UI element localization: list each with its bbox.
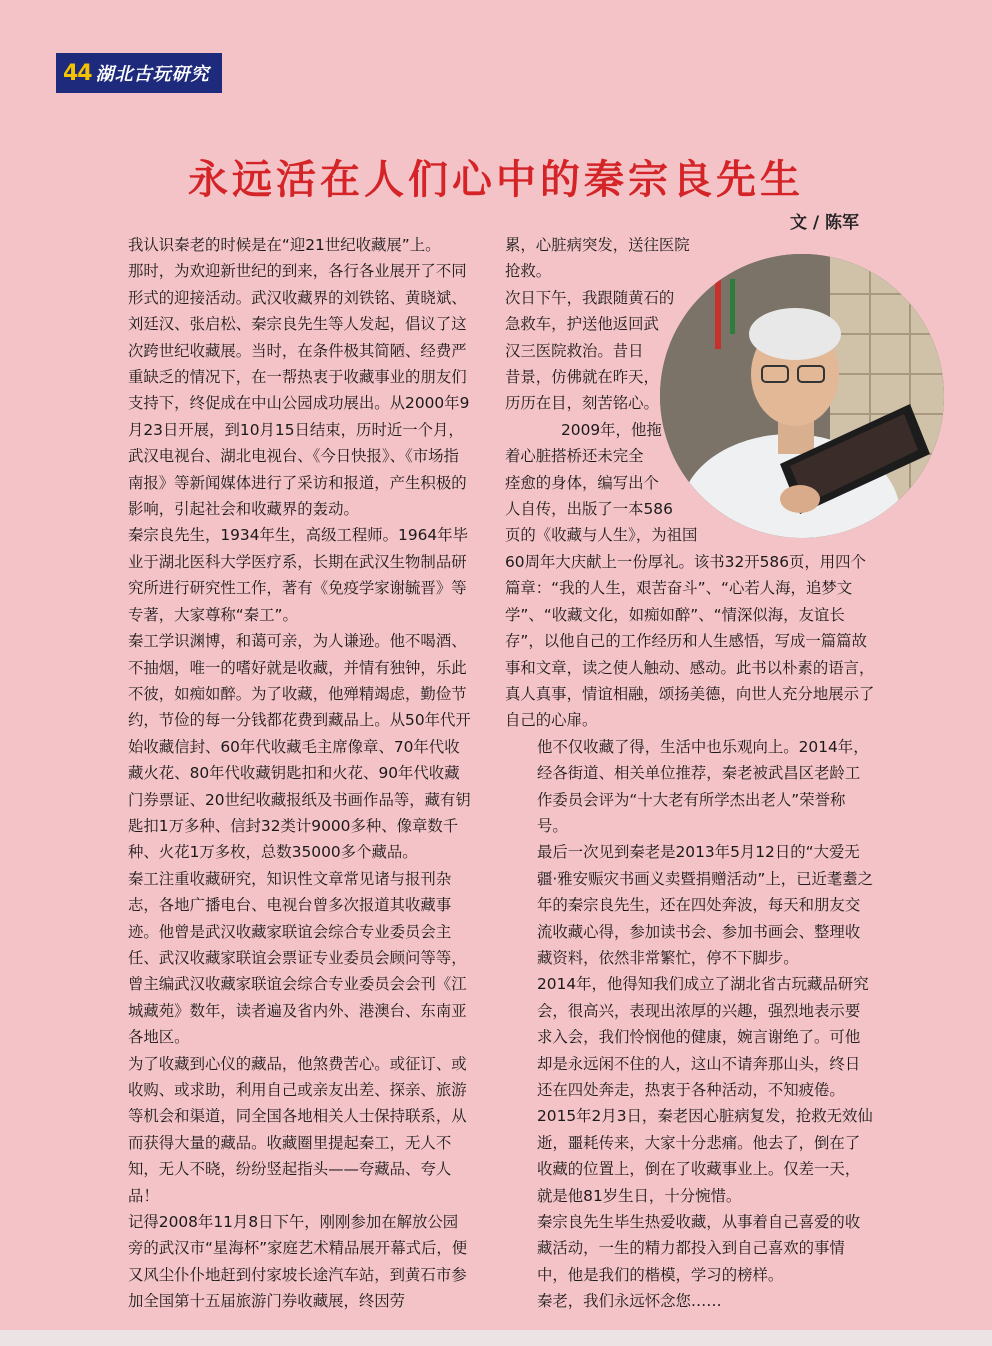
page-bottom-edge [0,1330,992,1346]
paragraph: 2014年，他得知我们成立了湖北省古玩藏品研究会，很高兴，表现出浓厚的兴趣，强烈地表示要求入会，我们怜悯他的健康，婉言谢绝了。可他却是永远闲不住的人，这山不请奔那山头，终日还在四处奔走，热衷于各种活动，不知疲倦。 [537,975,869,1099]
page-badge [56,53,222,93]
paragraph: 秦宗良先生，1934年生，高级工程师。1964年毕业于湖北医科大学医疗系，长期在武汉生物制品研究所进行研究性工作，著有《免疫学家谢毓晋》等专著，大家尊称“秦工”。 [128,526,468,624]
paragraph: 秦工学识渊博，和蔼可亲，为人谦逊。他不喝酒、不抽烟，唯一的嗜好就是收藏，并情有独钟，乐此不彼，如痴如醉。为了收藏，他殚精竭虑，勤俭节约，节俭的每一分钱都花费到藏品上。从50年代开始收藏信封、60年代收藏毛主席像章、70年代收藏火花、80年代收藏钥匙扣和火花、90年代收藏门券票证、20世纪收藏报纸及书画作品等，藏有钥匙扣1万多种、信封32类计9000多种、像章数千种、火花1万多枚，总数35000多个藏品。 [128,632,471,862]
paragraph: 2015年2月3日，秦老因心脏病复发，抢救无效仙逝，噩耗传来，大家十分悲痛。他去了，倒在了收藏的位置上，倒在了收藏事业上。仅差一天，就是他81岁生日，十分惋惜。 [537,1107,873,1205]
paragraph: 秦宗良先生毕生热爱收藏，从事着自己喜爱的收藏活动，一生的精力都投入到自己喜欢的事情中，他是我们的楷模，学习的榜样。 [537,1213,861,1284]
paragraph: 最后一次见到秦老是2013年5月12日的“大爱无疆·雅安赈灾书画义卖暨捐赠活动”上，已近耄耋之年的秦宗良先生，还在四处奔波，每天和朋友交流收藏心得，参加读书会、参加书画会、整理收藏资料，依然非常繁忙，停不下脚步。 [537,843,874,967]
text-line: 着心脏搭桥还未完全 [505,447,644,466]
text-line: 历历在目，刻苦铭心。 [505,394,659,413]
text-line: 痊愈的身体，编写出个 [505,473,659,492]
page-number: 44 [63,60,92,86]
paragraph: 我认识秦老的时候是在“迎21世纪收藏展”上。 [128,236,441,254]
paragraph: 60周年大庆献上一份厚礼。该书32开586页，用四个篇章：“我的人生，艰苦奋斗”、“心若人海，追梦文学”、“收藏文化，如痴如醉”、“情深似海，友谊长存”，以他自己的工作经历和人生感悟，写成一篇篇故事和文章，读之使人触动、感动。此书以朴素的语言，真人真事，情谊相融，颂扬美德，向世人充分地展示了自己的心扉。 [505,552,875,730]
paragraph: 为了收藏到心仪的藏品，他煞费苦心。或征订、或收购、或求助，利用自己或亲友出差、探亲、旅游等机会和渠道，同全国各地相关人士保持联系，从而获得大量的藏品。收藏圈里提起秦工，无人不知，无人不晓，纷纷竖起指头——夸藏品、夸人品！ [128,1054,467,1205]
portrait-photo [660,254,944,538]
text-line: 急救车，护送他返回武 [505,315,659,334]
article-byline: 文 / 陈军 [790,213,860,233]
text-line: 页的《收藏与人生》，为祖国 [505,526,698,545]
left-column [96,232,471,1315]
article-title: 永远活在人们心中的秦宗良先生 [188,156,804,203]
paragraph: 秦老，我们永远怀念您…… [537,1292,722,1311]
paragraph: 记得2008年11月8日下午，刚刚参加在解放公园旁的武汉市“星海杯”家庭艺术精品展开幕式后，便又风尘仆仆地赶到付家坡长途汽车站，到黄石市参加全国第十五届旅游门券收藏展，终因劳 [128,1213,468,1311]
paragraph: 秦工注重收藏研究，知识性文章常见诸与报刊杂志，各地广播电台、电视台曾多次报道其收藏事迹。他曾是武汉收藏家联谊会综合专业委员会主任、武汉收藏家联谊会票证专业委员会顾问等等，曾主编武汉收藏家联谊会综合专业委员会会刊《江城藏苑》数年，读者遍及省内外、港澳台、东南亚各地区。 [128,869,467,1047]
text-line: 2009年，他拖 [561,420,662,439]
paragraph: 他不仅收藏了得，生活中也乐观向上。2014年，经各街道、相关单位推荐，秦老被武昌区老龄工作委员会评为“十大老有所学杰出老人”荣誉称号。 [537,737,869,835]
text-line: 昔景，仿佛就在昨天， [505,368,659,387]
portrait-illustration [660,254,944,538]
text-line: 次日下午，我跟随黄石的 [505,288,675,307]
text-line: 累，心脏病突发，送往医院抢救。 [505,236,690,281]
text-line: 汉三医院救治。昔日 [505,341,644,360]
text-line: 人自传，出版了一本586 [505,500,673,519]
paragraph: 那时，为欢迎新世纪的到来，各行各业展开了不同形式的迎接活动。武汉收藏界的刘铁铭、黄晓斌、刘廷汉、张启松、秦宗良先生等人发起，倡议了这次跨世纪收藏展。当时，在条件极其简陋、经费严重缺乏的情况下，在一帮热衷于收藏事业的朋友们支持下，终促成在中山公园成功展出。从2000年9月23日开展，到10月15日结束，历时近一个月，武汉电视台、湖北电视台、《今日快报》、《市场指南报》等新闻媒体进行了采访和报道，产生积极的影响，引起社会和收藏界的轰动。 [128,262,470,519]
journal-name: 湖北古玩研究 [95,64,210,85]
